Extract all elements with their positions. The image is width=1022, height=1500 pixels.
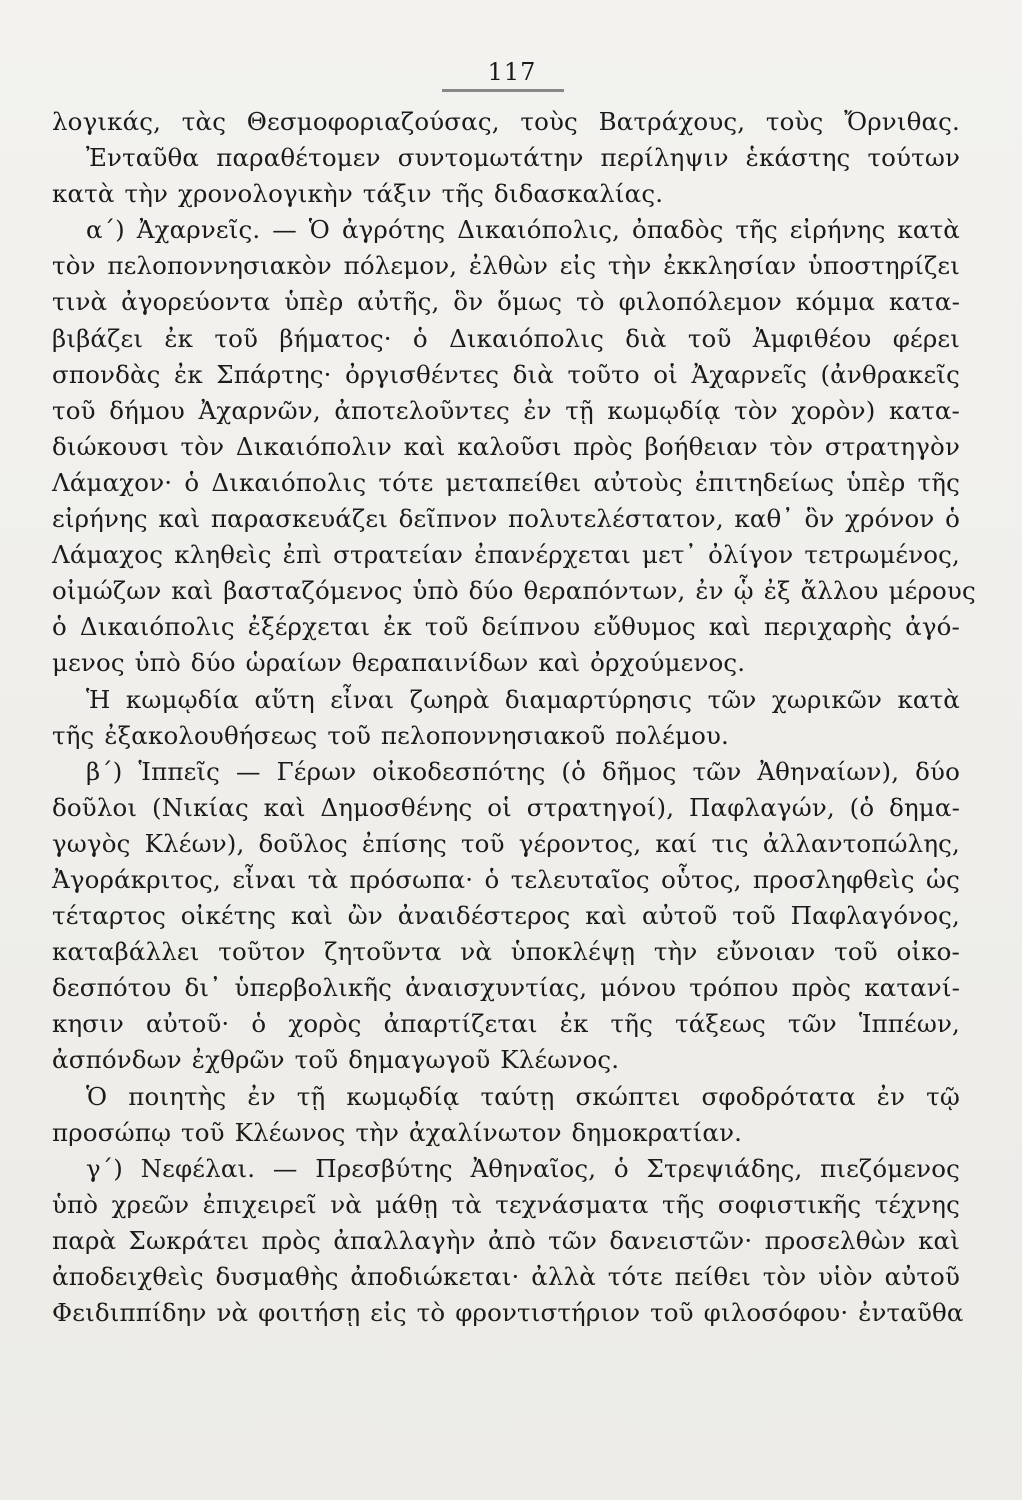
text-line: ἀσπόνδων ἐχθρῶν τοῦ δημαγωγοῦ Κλέωνος. (52, 1045, 620, 1075)
text-line: Ἐνταῦθα παραθέτομεν συντομωτάτην περίληψιν ἑκάστης τούτων (86, 143, 960, 173)
text-line: τοῦ δήμου Ἀχαρνῶν, ἀποτελοῦντες ἐν τῇ κωμῳδίᾳ τὸν χορὸν) κατα- (52, 395, 960, 425)
text-line: τέταρτος οἰκέτης καὶ ὢν ἀναιδέστερος καὶ αὐτοῦ τοῦ Παφλαγόνος, (52, 901, 960, 931)
text-line: λογικάς, τὰς Θεσμοφοριαζούσας, τοὺς Βατράχους, τοὺς Ὄρνιθας. (52, 107, 960, 136)
text-line: βιβάζει ἐκ τοῦ βήματος· ὁ Δικαιόπολις διὰ τοῦ Ἀμφιθέου φέρει (52, 323, 960, 353)
page-number-rule (442, 89, 564, 92)
text-line: παρὰ Σωκράτει πρὸς ἀπαλλαγὴν ἀπὸ τῶν δανειστῶν· προσελθὼν καὶ (52, 1225, 960, 1255)
text-line: γωγὸς Κλέων), δοῦλος ἐπίσης τοῦ γέροντος, καί τις ἀλλαντοπώλης, (52, 828, 960, 858)
text-line: οἰμώζων καὶ βασταζόμενος ὑπὸ δύο θεραπόντων, ἐν ᾧ ἐξ ἄλλου μέρους (52, 576, 976, 606)
text-line: τὸν πελοποννησιακὸν πόλεμον, ἐλθὼν εἰς τὴν ἐκκλησίαν ὑποστηρίζει (52, 251, 960, 281)
text-line: τινὰ ἀγορεύοντα ὑπὲρ αὐτῆς, ὃν ὅμως τὸ φιλοπόλεμον κόμμα κατα- (52, 287, 960, 317)
text-line: εἰρήνης καὶ παρασκευάζει δεῖπνον πολυτελέστατον, καθ᾽ ὃν χρόνον ὁ (52, 504, 960, 534)
text-line: ἀποδειχθεὶς δυσμαθὴς ἀποδιώκεται· ἀλλὰ τότε πείθει τὸν υἱὸν αὐτοῦ (52, 1262, 960, 1291)
text-line: προσώπῳ τοῦ Κλέωνος τὴν ἀχαλίνωτον δημοκρατίαν. (52, 1117, 743, 1147)
text-line: σπονδὰς ἐκ Σπάρτης· ὀργισθέντες διὰ τοῦτο οἱ Ἀχαρνεῖς (ἀνθρακεῖς (52, 359, 960, 389)
text-line: κησιν αὐτοῦ· ὁ χορὸς ἀπαρτίζεται ἐκ τῆς τάξεως τῶν Ἱππέων, (52, 1009, 960, 1039)
text-line: κατὰ τὴν χρονολογικὴν τάξιν τῆς διδασκαλίας. (52, 179, 664, 209)
body-text (52, 104, 976, 1331)
text-line: Ἀγοράκριτος, εἶναι τὰ πρόσωπα· ὁ τελευταῖος οὗτος, προσληφθεὶς ὡς (52, 864, 960, 894)
text-line: δοῦλοι (Νικίας καὶ Δημοσθένης οἱ στρατηγοί), Παφλαγών, (ὁ δημα- (52, 792, 960, 822)
text-line: δεσπότου δι᾽ ὑπερβολικῆς ἀναισχυντίας, μόνου τρόπου πρὸς κατανί- (52, 973, 960, 1003)
section-heading-line: β΄) Ἱππεῖς — Γέρων οἰκοδεσπότης (ὁ δῆμος τῶν Ἀθηναίων), δύο (86, 756, 960, 786)
section-heading-line: α΄) Ἀχαρνεῖς. — Ὁ ἀγρότης Δικαιόπολις, ὀπαδὸς τῆς εἰρήνης κατὰ (86, 215, 960, 245)
text-line: τῆς ἐξακολουθήσεως τοῦ πελοποννησιακοῦ πολέμου. (52, 720, 729, 750)
section-heading-line: γ΄) Νεφέλαι. — Πρεσβύτης Ἀθηναῖος, ὁ Στρεψιάδης, πιεζόμενος (86, 1153, 960, 1183)
text-line: μενος ὑπὸ δύο ὡραίων θεραπαινίδων καὶ ὀρχούμενος. (52, 648, 746, 678)
text-line: ὑπὸ χρεῶν ἐπιχειρεῖ νὰ μάθῃ τὰ τεχνάσματα τῆς σοφιστικῆς τέχνης (52, 1189, 960, 1219)
text-line: διώκουσι τὸν Δικαιόπολιν καὶ καλοῦσι πρὸς βοήθειαν τὸν στρατηγὸν (52, 431, 960, 461)
text-line: Φειδιππίδην νὰ φοιτήσῃ εἰς τὸ φροντιστήριον τοῦ φιλοσόφου· ἐνταῦθα (52, 1298, 964, 1328)
text-line: Ὁ ποιητὴς ἐν τῇ κωμῳδίᾳ ταύτῃ σκώπτει σφοδρότατα ἐν τῷ (86, 1081, 960, 1111)
text-line: Λάμαχος κληθεὶς ἐπὶ στρατείαν ἐπανέρχεται μετ᾽ ὀλίγον τετρωμένος, (52, 540, 960, 570)
text-line: Λάμαχον· ὁ Δικαιόπολις τότε μεταπείθει αὐτοὺς ἐπιτηδείως ὑπὲρ τῆς (52, 467, 960, 497)
text-line: Ἡ κωμῳδία αὕτη εἶναι ζωηρὰ διαμαρτύρησις τῶν χωρικῶν κατὰ (86, 684, 960, 714)
page-number: 117 (487, 58, 537, 86)
text-line: καταβάλλει τοῦτον ζητοῦντα νὰ ὑποκλέψῃ τὴν εὔνοιαν τοῦ οἰκο- (52, 937, 960, 967)
text-line: ὁ Δικαιόπολις ἐξέρχεται ἐκ τοῦ δείπνου εὔθυμος καὶ περιχαρὴς ἀγό- (52, 612, 960, 642)
